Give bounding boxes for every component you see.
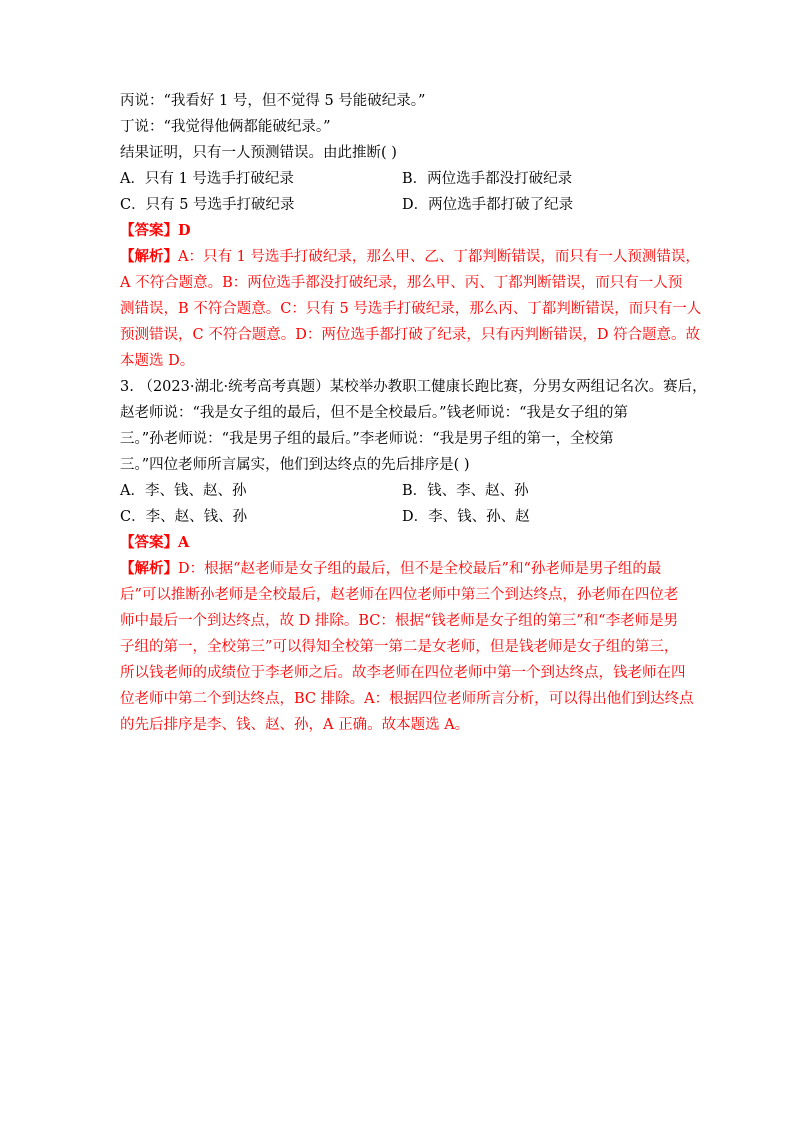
q3-stem-first-line [120,374,707,400]
q2-options-row-2 [120,192,700,218]
q2-option-a: A．只有 1 号选手打破纪录 [120,171,294,187]
q3-stem-text: 某校举办教职工健康长跑比赛，分男女两组记名次。赛后， [329,379,707,395]
q2-bing-statement: 丙说：“我看好 1 号，但不觉得 5 号能破纪录。” [120,93,426,109]
q2-analysis-text: A：只有 1 号选手打破纪录，那么甲、乙、丁都判断错误，而只有一人预测错误， [178,249,700,265]
q3-option-a: A．李、钱、赵、孙 [120,483,247,499]
q2-result: 结果证明，只有一人预测错误。由此推断( ) [120,145,397,161]
q2-analysis-line: 本题选 D。 [120,353,195,369]
q3-answer [120,530,700,556]
q2-answer [120,218,700,244]
q2-option-d: D．两位选手都打破了纪录 [402,197,574,213]
q2-ding-statement: 丁说：“我觉得他俩都能破纪录。” [120,119,331,135]
q2-answer-value: D [178,222,191,239]
q3-number: 3. [120,379,134,395]
q3-analysis-tag: 【解析】 [120,560,178,577]
q2-analysis-tag: 【解析】 [120,248,178,265]
q2-option-b: B．两位选手都没打破纪录 [402,171,573,187]
q3-analysis-line: 子组的第一，全校第三”可以得知全校第一第二是女老师，但是钱老师是女子组的第三， [120,639,679,655]
q2-analysis-line [120,244,700,270]
q3-analysis-line: 的先后排序是李、钱、赵、孙，A 正确。故本题选 A。 [120,717,470,733]
q3-source: （2023·湖北·统考高考真题） [138,379,330,395]
q2-answer-tag: 【答案】 [120,222,178,239]
q3-option-d: D．李、钱、孙、赵 [402,509,530,525]
q3-option-b: B．钱、李、赵、孙 [402,483,529,499]
q3-option-c: C．李、赵、钱、孙 [120,509,248,525]
q3-analysis-line: 后”可以推断孙老师是全校最后，赵老师在四位老师中第三个到达终点，孙老师在四位老 [120,587,679,603]
q3-analysis-line: 位老师中第二个到达终点，BC 排除。A：根据四位老师所言分析，可以得出他们到达终点 [120,691,694,707]
q3-stem-line: 三。”孙老师说：“我是男子组的最后。”李老师说：“我是男子组的第一，全校第 [120,431,614,447]
q3-stem-line: 赵老师说：“我是女子组的最后，但不是全校最后。”钱老师说：“我是女子组的第 [120,405,628,421]
q2-analysis-line: A 不符合题意。B：两位选手都没打破纪录，那么甲、丙、丁都判断错误，而只有一人预 [120,275,683,291]
q2-analysis-line: 测错误，B 不符合题意。C：只有 5 号选手打破纪录，那么丙、丁都判断错误，而只有一人 [120,301,702,317]
q3-stem-line: 三。”四位老师所言属实，他们到达终点的先后排序是( ) [120,457,470,473]
q2-options-row-1 [120,166,700,192]
q3-answer-tag: 【答案】 [120,534,178,551]
document-page [120,88,707,738]
q3-options-row-1 [120,478,700,504]
q3-analysis-line: 师中最后一个到达终点，故 D 排除。BC：根据“钱老师是女子组的第三”和“李老师是男 [120,613,679,629]
q3-analysis-line [120,556,700,582]
q3-analysis-line: 所以钱老师的成绩位于李老师之后。故李老师在四位老师中第一个到达终点，钱老师在四 [120,665,686,681]
q3-analysis-text: D：根据“赵老师是女子组的最后，但不是全校最后”和“孙老师是男子组的最 [178,561,662,577]
q2-analysis-line: 预测错误，C 不符合题意。D：两位选手都打破了纪录，只有丙判断错误，D 符合题意。故 [120,327,701,343]
q2-option-c: C．只有 5 号选手打破纪录 [120,197,295,213]
q3-answer-value: A [178,534,190,551]
q3-options-row-2 [120,504,700,530]
